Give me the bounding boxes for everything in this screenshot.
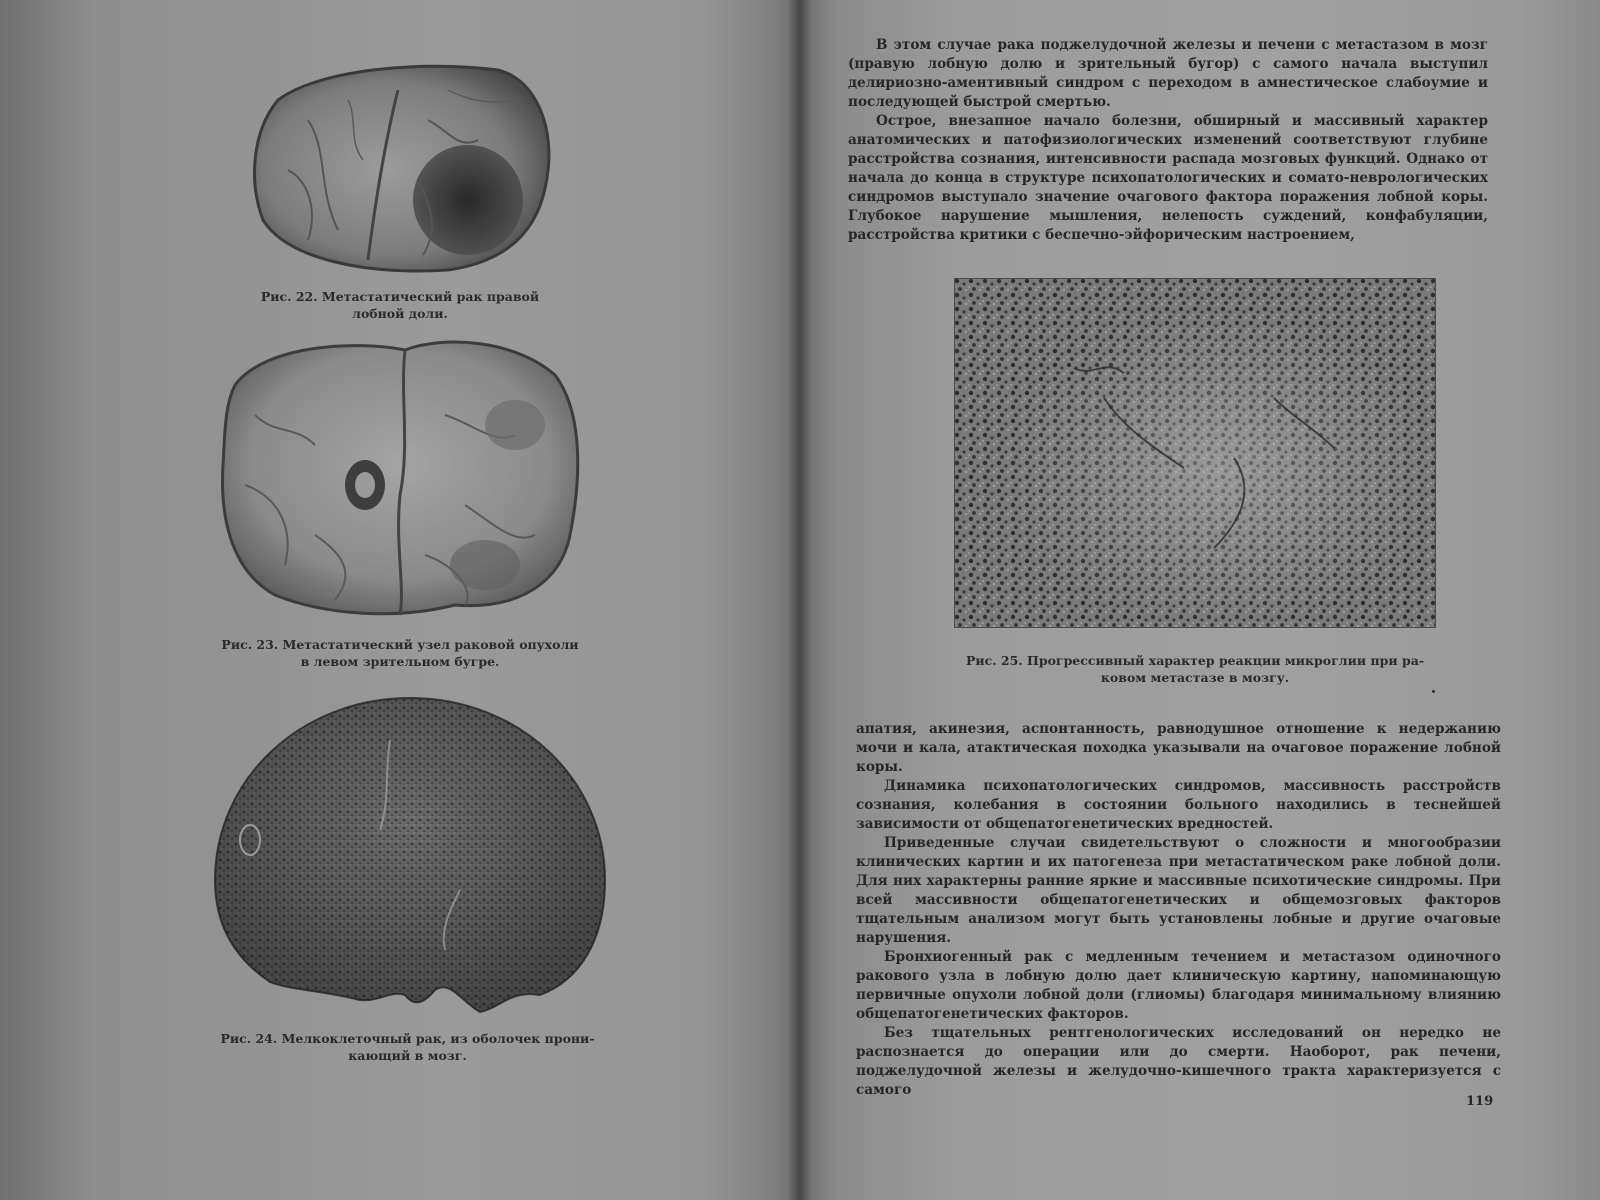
paragraph: В этом случае рака поджелудочной железы и печени с метастазом в мозг (правую лобную долю и зрительный бугор) с самого начала выступил делириозно-аментивный синдром с переходом в амнестическое слабоумие и последующей быстрой смертью. xyxy=(848,37,1488,110)
figure-23-image xyxy=(215,335,585,620)
page-number: 119 xyxy=(1466,1094,1494,1109)
microglia-micrograph-photo xyxy=(954,278,1436,628)
paragraph: Острое, внезапное начало болезни, обширный и массивный характер анатомических и патофизиологических изменений соответствуют глубине расстройства сознания, интенсивности распада мозговых функций. Однако от начала до конца в структуре психопатологических и сомато-неврологических синдромов выступало значение очагового фактора поражения лобной коры. Глубокое нарушение мышления, нелепость суждений, конфабуляции, расстройства критики с беспечно-эйфорическим настроением, xyxy=(848,113,1488,243)
figure-24-caption xyxy=(200,1030,615,1064)
paragraph: Приведенные случаи свидетельствуют о сложности и многообразии клинических картин и их патогенеза при метастатическом раке лобной доли. Для них характерны ранние яркие и массивные психотические синдромы. При всей массивности общепатогенетических и общемозговых факторов тщательным анализом могут быть установлены лобные и другие очаговые нарушения. xyxy=(856,835,1501,946)
caption-line: в левом зрительном бугре. xyxy=(300,654,500,669)
body-text-top xyxy=(848,36,1488,245)
body-text-bottom xyxy=(856,720,1501,1100)
figure-23-caption xyxy=(200,636,600,670)
paragraph: Динамика психопатологических синдромов, массивность расстройств сознания, колебания в состоянии больного находились в теснейшей зависимости от общепатогенетических вредностей. xyxy=(856,778,1501,832)
caption-line: ковом метастазе в мозгу. xyxy=(1100,670,1290,685)
stray-dot xyxy=(1432,690,1435,693)
caption-line: кающий в мозг. xyxy=(348,1048,467,1063)
caption-line: Рис. 22. Метастатический рак правой xyxy=(260,289,540,304)
paragraph: апатия, акинезия, аспонтанность, равнодушное отношение к недержанию мочи и кала, атактическая походка указывали на очаговое поражение лобной коры. xyxy=(856,721,1501,775)
figure-22-caption xyxy=(230,288,570,322)
book-gutter xyxy=(788,0,812,1200)
figure-24-image xyxy=(210,690,610,1015)
paragraph: Бронхиогенный рак с медленным течением и метастазом одиночного ракового узла в лобную долю дает клиническую картину, напоминающую первичные опухоли лобной доли (глиомы) благодаря минимальному влиянию общепатогенетических факторов. xyxy=(856,949,1501,1022)
figure-22-image xyxy=(248,60,553,275)
figure-25-caption xyxy=(930,652,1460,686)
caption-line: Рис. 25. Прогрессивный характер реакции микроглии при ра- xyxy=(965,653,1425,668)
caption-line: Рис. 23. Метастатический узел раковой опухоли xyxy=(221,637,579,652)
figure-25-image xyxy=(954,278,1436,628)
right-page xyxy=(800,0,1600,1200)
brain-slice-photo xyxy=(248,60,553,275)
paragraph: Без тщательных рентгенологических исследований он нередко не распознается до операции или до смерти. Наоборот, рак печени, поджелудочной железы и желудочно-кишечного тракта характеризуется с самого xyxy=(856,1025,1501,1098)
micrograph-round-photo xyxy=(210,690,610,1015)
caption-line: Рис. 24. Мелкоклеточный рак, из оболочек прони- xyxy=(220,1031,595,1046)
caption-line: лобной доли. xyxy=(352,306,448,321)
brain-section-photo xyxy=(215,335,585,620)
